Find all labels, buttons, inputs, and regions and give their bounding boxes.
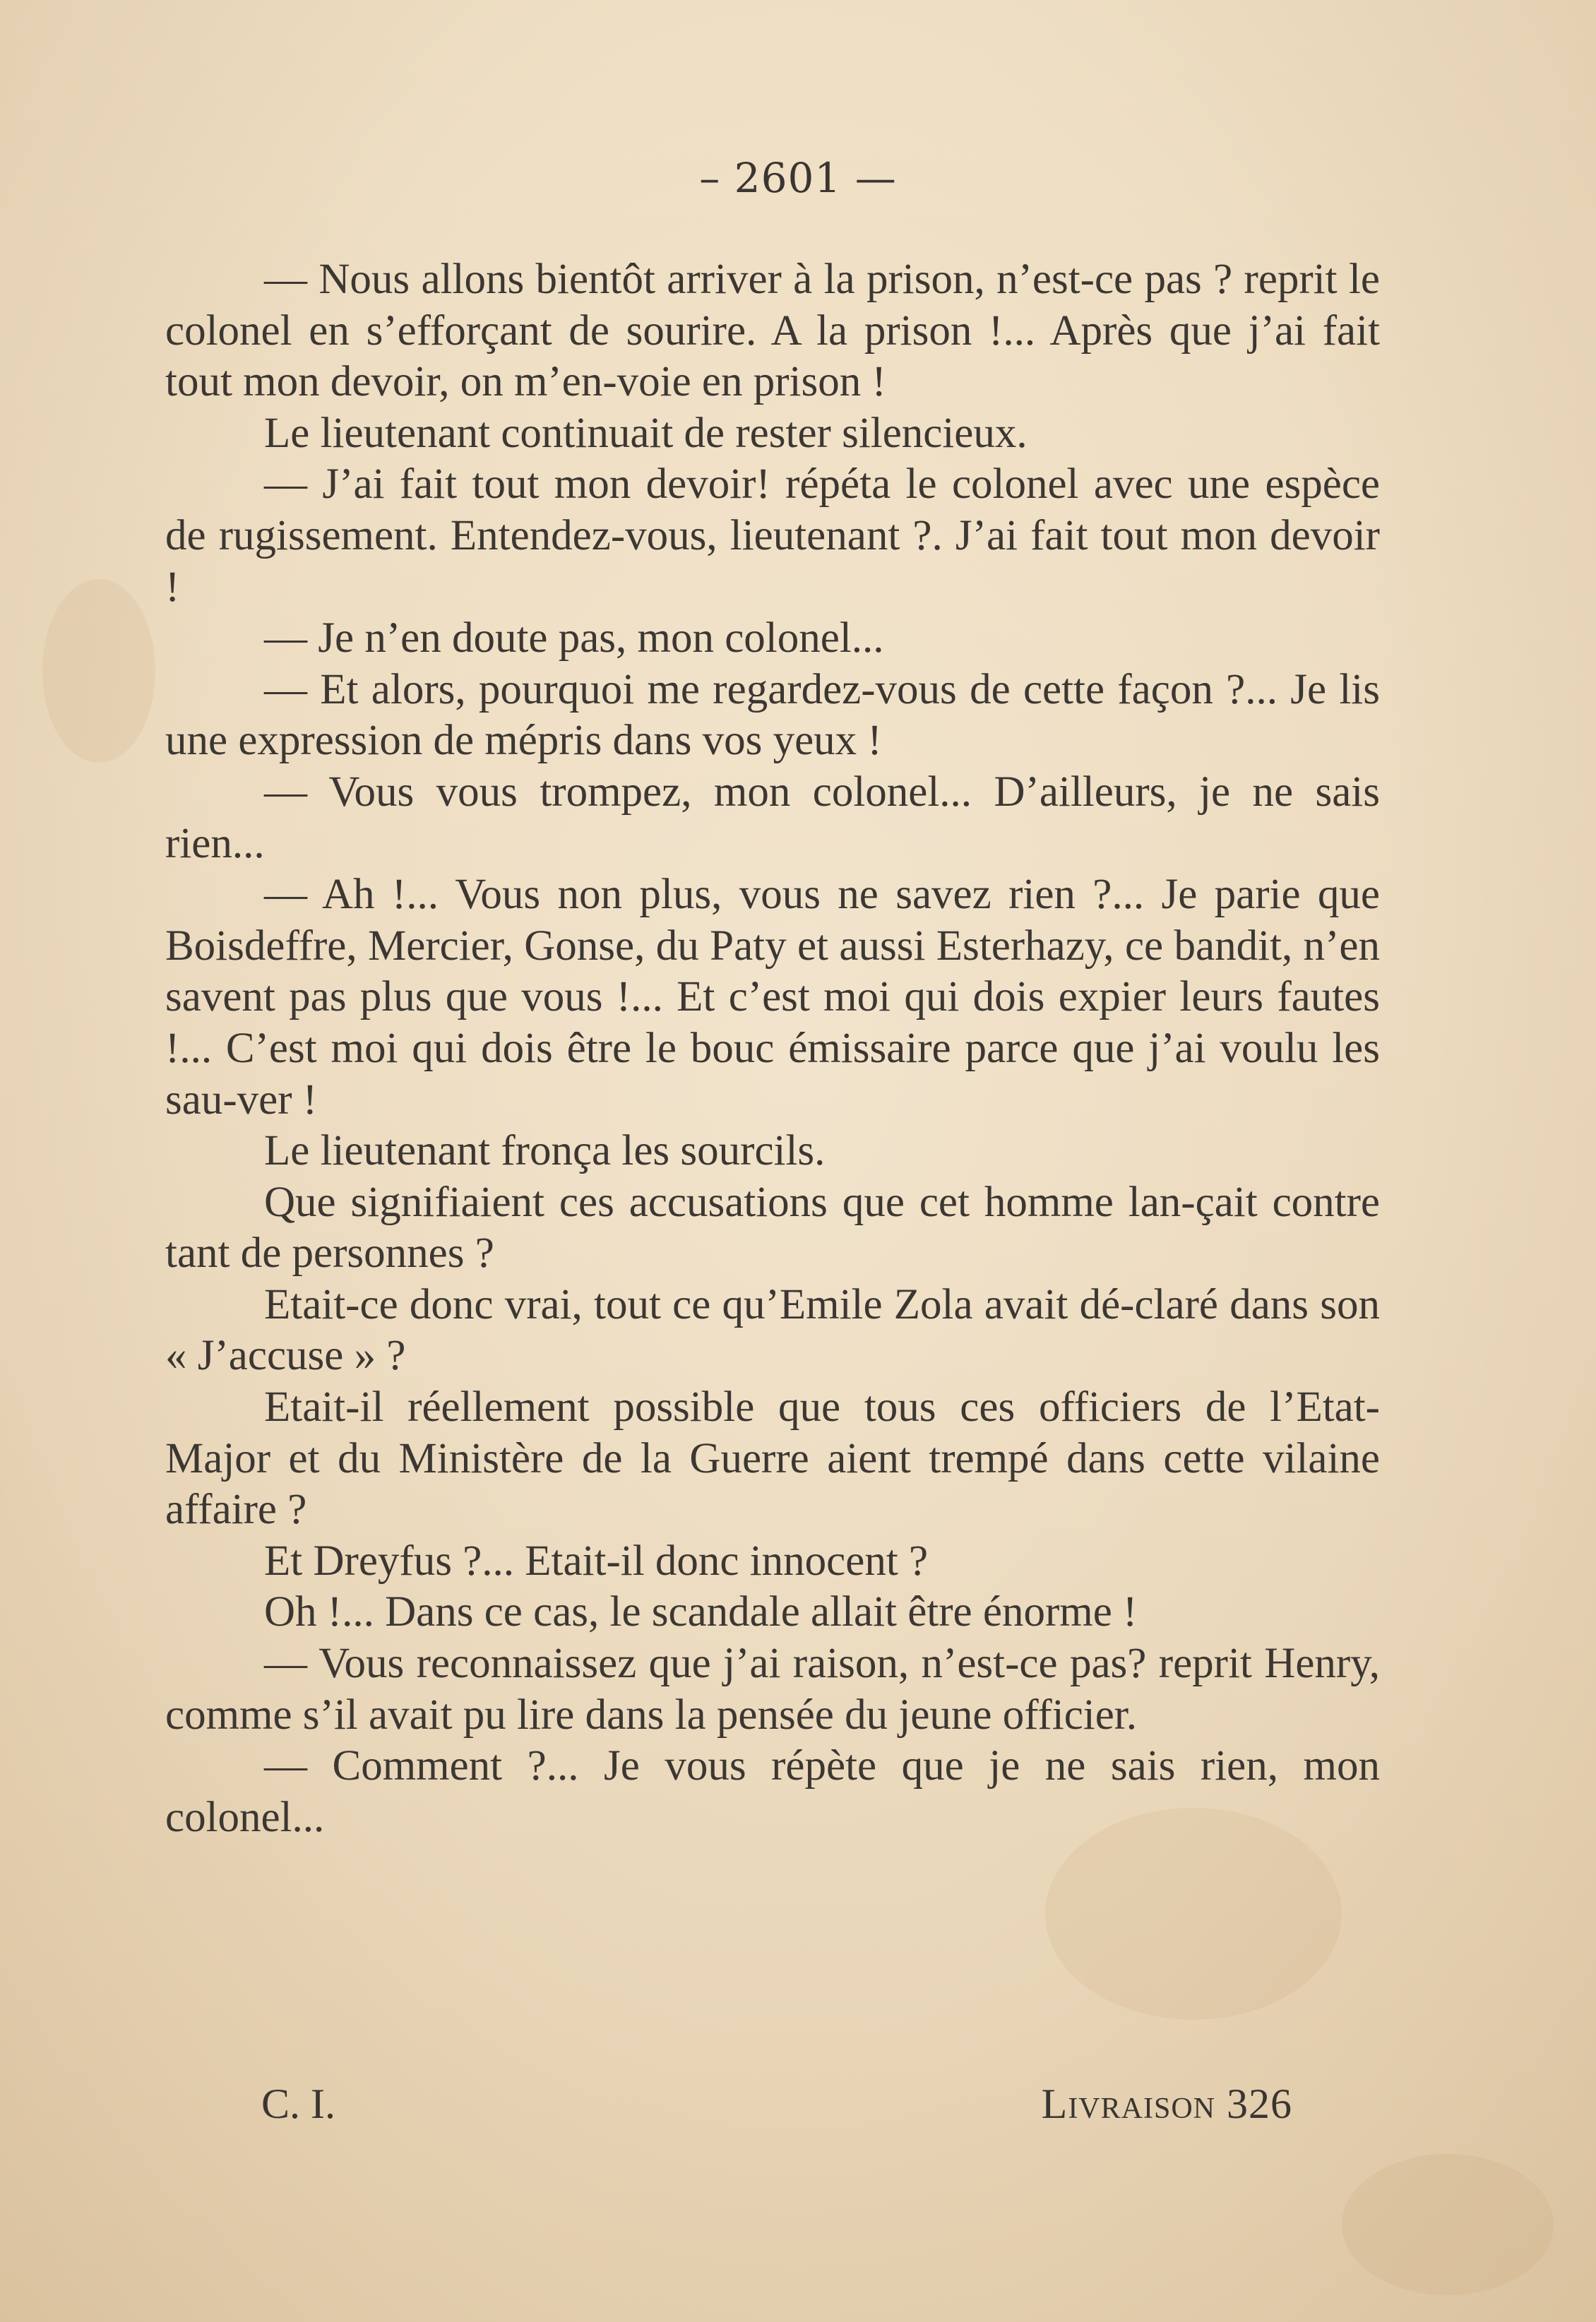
paragraph: — Nous allons bientôt arriver à la prison, n’est-ce pas ? reprit le colonel en s’efforçant de sourire. A la prison !... Après que j’ai fait tout mon devoir, on m’en-voie en prison ! bbox=[165, 256, 1380, 406]
paragraph: — Vous reconnaissez que j’ai raison, n’est-ce pas? reprit Henry, comme s’il avait pu lire dans la pensée du jeune officier. bbox=[165, 1640, 1380, 1739]
paragraph: — Ah !... Vous non plus, vous ne savez rien ?... Je parie que Boisdeffre, Mercier, Gonse, du Paty et aussi Esterhazy, ce bandit, n’en savent pas plus que vous !... Et c’est moi qui dois expier leurs fautes !... C’est moi qui dois être le bouc émissaire parce que j’ai voulu les sau-ver ! bbox=[165, 871, 1380, 1124]
paragraph: — Comment ?... Je vous répète que je ne sais rien, mon colonel... bbox=[165, 1742, 1380, 1841]
paragraph: Que signifiaient ces accusations que cet homme lan-çait contre tant de personnes ? bbox=[165, 1178, 1380, 1278]
footer-livraison: Livraison 326 bbox=[1041, 2080, 1292, 2127]
paragraph: Le lieutenant continuait de rester silencieux. bbox=[264, 409, 1028, 457]
paragraph: Et Dreyfus ?... Etait-il donc innocent ? bbox=[264, 1537, 929, 1585]
paragraph: — Et alors, pourquoi me regardez-vous de cette façon ?... Je lis une expression de mépris dans vos yeux ! bbox=[165, 665, 1380, 765]
body-text bbox=[165, 254, 1380, 1843]
paragraph: — Je n’en doute pas, mon colonel... bbox=[264, 614, 884, 662]
paragraph: — Vous vous trompez, mon colonel... D’ailleurs, je ne sais rien... bbox=[165, 768, 1380, 867]
paragraph: Etait-ce donc vrai, tout ce qu’Emile Zola avait dé-claré dans son « J’accuse » ? bbox=[165, 1280, 1380, 1380]
paragraph: Etait-il réellement possible que tous ces officiers de l’Etat-Major et du Ministère de la Guerre aient trempé dans cette vilaine affaire ? bbox=[165, 1383, 1380, 1534]
footer-signature: C. I. bbox=[261, 2080, 335, 2127]
paragraph: Le lieutenant fronça les sourcils. bbox=[264, 1127, 826, 1175]
paragraph: Oh !... Dans ce cas, le scandale allait être énorme ! bbox=[264, 1588, 1138, 1636]
paper-stain bbox=[42, 579, 155, 763]
paper-stain bbox=[1342, 2154, 1554, 2295]
page-number: – 2601 — bbox=[699, 154, 897, 202]
paragraph: — J’ai fait tout mon devoir! répéta le colonel avec une espèce de rugissement. Entendez-vous, lieutenant ?. J’ai fait tout mon devoir ! bbox=[165, 460, 1380, 611]
